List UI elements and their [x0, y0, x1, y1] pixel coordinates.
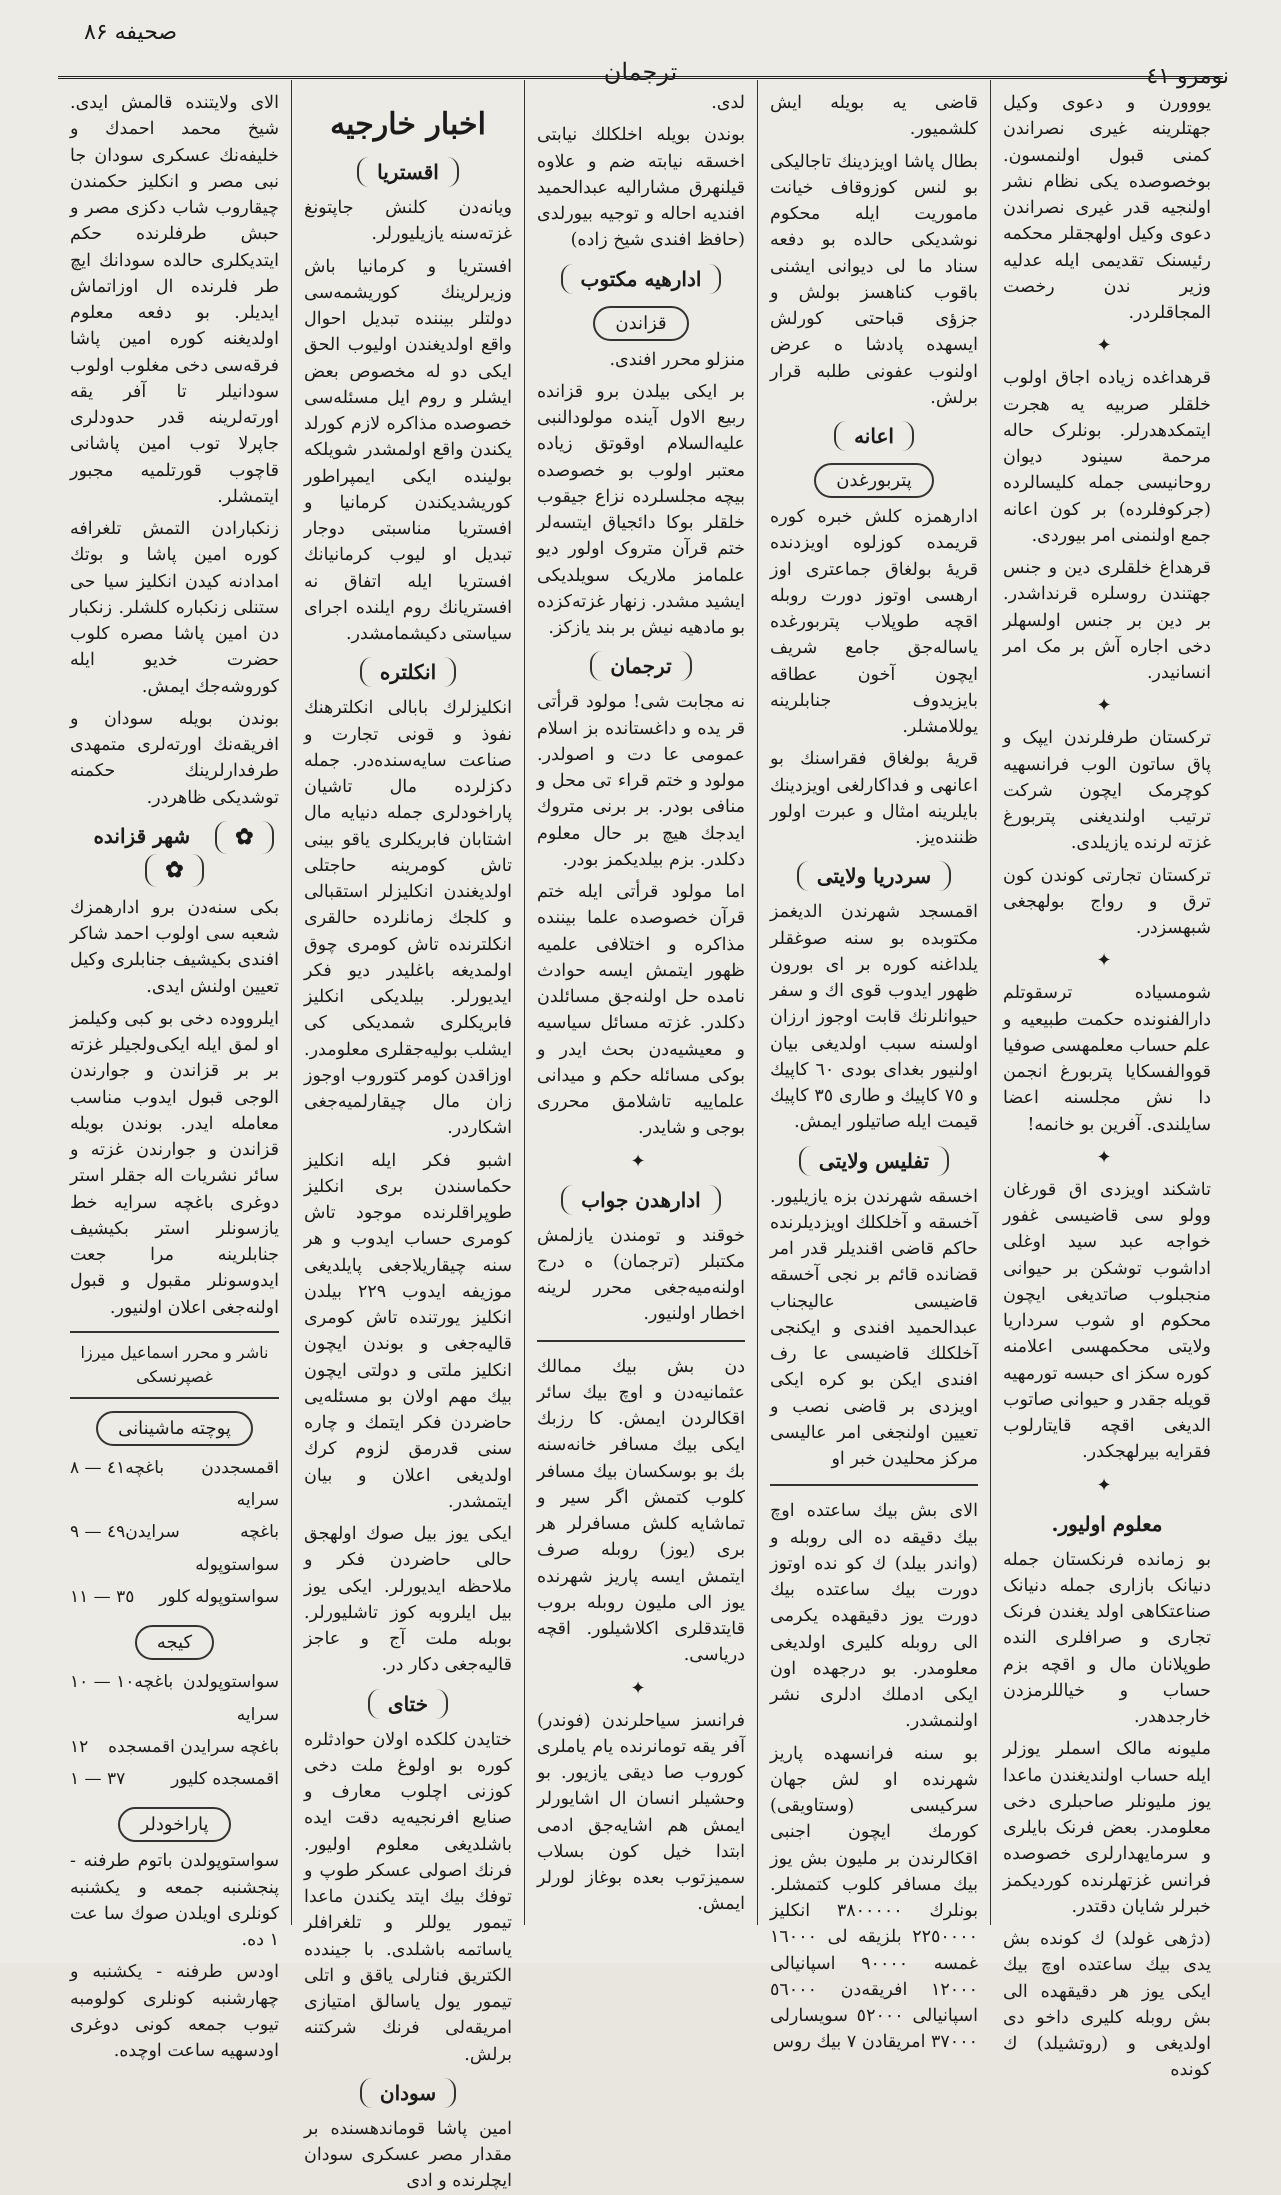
section-head-syrdarya: سردریا ولایتی	[770, 861, 978, 891]
article-paragraph: قرهداغ خلقلری دین و جنس جهتندن روسلره قرنداشدر. بر دین بر جنس اولسهلر دخی اجاره آش بر مک امر انسانیدر.	[1003, 558, 1211, 683]
section-subhead-aid: پتربورغدن	[770, 463, 978, 498]
article-paragraph: سواستوپولدن باتوم طرفنه - پنجشنبه جمعه و یکشنبه کونلری اویلدن صوك سا عت ١ ده.	[70, 1851, 279, 1951]
article-paragraph: الای ولایتنده قالمش ایدی. شیخ محمد احمدك و خلیفه‌نك عسکری سودان جا نبی مصر و انکلیز حکمندن چیقاروب شاب دکزی مصر و حبش طرفلرنده حکم ایتدیکلری حالده سودانك ایچ طر فلرنده ال اوزاتماش ایدیلر. بو دفعه معلوم اولدیغنه کوره امین پاشا فرقه‌سی دخی مغلوب اولوب سودانیلر تا آفر یقه اورته‌لرینه قدر حدودلری جاپرلا توب امین پاشانی قاچوب قورتلمیه مجبور ایتمشلر.	[70, 93, 279, 507]
timetable-time: ١٠ — ١٠	[70, 1672, 135, 1693]
issue-number: نومرو ٤١	[1146, 64, 1229, 89]
article-paragraph: ترکستان طرفلرندن ایپک و پاق ساتون الوب فرانسهیه کوچرمک ایچون شرکت ترتیب اولندیغنی پتربورغ غزته لرنده یازیلدی.	[1003, 728, 1211, 854]
article-paragraph: ملیونه مالک اسملر یوزلر ایله حساب اولندیغندن ماعدا یوز ملیونلر صاحبلری دخی معلومدر. بعض فرنک بایلری و سرمایهدارلری خصوصده فرانس غزتهلرنده کوردیکمز خبرلر شایان دقتدر.	[1003, 1739, 1211, 1917]
section-head-answer: ادارهدن جواب	[537, 1185, 745, 1215]
article-paragraph: بو زمانده فرنکستان جمله دنیانک بازاری جمله دنیانک صناعتکاهی اولد یغندن فرنک تجاری و صرافلری النده طوپلانان مال و اقچه بزم حساب و خیاللرمزدن خارجدهدر.	[1003, 1549, 1211, 1727]
section-head-china: ختای	[304, 1689, 512, 1719]
article-paragraph: بو سنه فرانسهده پاریز شهرنده او لش جهان سرکیسی (وستاویقی) کورمك ایچون اجنبی اقکالرندن بر ملیون بش یوز بیك مسافر کلوب کتمشلر. بونلرك ٣٨٠٠٠٠٠ انکلیز ٢٢٥٠٠٠٠ بلزیقه لی ١٦٠٠٠ غمسه ٩٠٠٠٠ اسپانیالی ١٢٠٠٠ افریقه‌دن ٥٦٠٠٠ اسپانیالی ٥٢٠٠٠ سویسارلی ٣٧٠٠٠ امریقادن ٧ بیك روس	[770, 1743, 978, 2053]
article-paragraph: نه مجابت شی! مولود قرأتی قر یده و داغستانده بز اسلام عمومی عا دت و اصولدر. مولود و ختم قراء تی محل و منافی بودر. بر برنی متروك ایدجك هیچ بر حال معلوم دکلدر. بزم بیلدیکمز بودر.	[537, 692, 745, 870]
section-head-austria: اقستریا	[304, 157, 512, 187]
separator-ornament: ✦	[1096, 1474, 1118, 1496]
article-paragraph: ادارهمزه کلش خبره کوره قریمده کوزلوه اویزدنده قریهٔ بولغاق جماعتری اوز ارهسی اوتوز دورت روبله اقچه طوپلاب پتربورغده یاساله‌جق جامع شریف ایچون آخون عطاقه بایزیدوف جنابلرینه یوللامشلر.	[770, 507, 978, 737]
article-paragraph: ختایدن کلکده اولان حوادثلره کوره بو اولوغ ملت دخی کوزنی اچلوب معارف و صنایع افرنجیه‌یه دقت ایده باشلدیغی معلوم اولیور. فرنك اصولی عسکر طوپ و توفك بیك ایتد یکندن ماعدا تیمور یوللر و تلغرافلر یاساتمه باشلدی. با جیندده الکتریق فنارلی یاقق و اتلی تیمور یول یاسالق امتیازی امریقه‌لی فرنك شرکتنه برلش.	[304, 1729, 512, 2065]
timetable-station: باغچه سرایدن سواستوپوله	[125, 1522, 279, 1575]
article-paragraph: ایکی یوز بیل صوك اولهجق حالی حاضردن فکر و ملاحظه ایدیورلر. ایکی یوز بیل ایلروبه کوز تاشلیورلر. بوبله ملت آج و عاجز قالیه‌جغی دکار در.	[304, 1524, 512, 1676]
article-paragraph: زنکبارادن التمش تلغرافه کوره امین پاشا و بوتك امدادنه کیدن انکلیز سیا حی ستنلی زنکباره کلشلر. زنکبار دن امین پاشا مصره کلوب حضرت خدیو ایله کوروشه‌جك ایمش.	[70, 519, 279, 697]
article-paragraph: ویانه‌دن کلنش جاپتونغ غزته‌سنه یازیلیورلر.	[304, 198, 512, 245]
masthead	[40, 14, 1241, 89]
article-paragraph: بطال پاشا اویزدینك تاجالیکی بو لنس کوزوقاف خیانت ماموریت ایله محکوم نوشدیکی حالده بو دفعه سناد ما لی دیوانی ایشنی باقوب کناهسز بولش و جزؤی قباحتی کورلش ایسهده پادشا ه عرض اولنوب عفونی طلبه قرار برلش.	[770, 151, 978, 408]
columns	[58, 80, 1223, 2192]
steamers-head: پاراخودلر	[70, 1807, 279, 1842]
separator-ornament: ✦	[1096, 695, 1118, 717]
table-row	[70, 1516, 279, 1581]
article-paragraph: تاشکند اویزدی اق قورغان وولو سی قاضیسی غفور خواجه عبد سید اوغلی اداشوب توشکن بر حیوانی منجبلوب صاتدیغی ایچون محکوم او شوب سرداریا ولایتی محکمهسی اعلامنه کوره سکز ای حبسه تورمهیه قویله جقدر و حیوانی صاتوب الدیغی اقچه قایتارلوب فقرایه بیرلهجکدر.	[1003, 1179, 1211, 1463]
column-2	[757, 80, 990, 2053]
timetable-night-head: کیجه	[70, 1625, 279, 1660]
article-paragraph: یووورن و دعوی وکیل جهتلرینه غیری نصراندن کمنی قبول اولنمسون. بوخصوصده یکی نظام نشر اولنجیه قدر غیری نصراندن دعوی وکیل اولهجقلر محکمه رئیسنک تقدیمی ایله عدلیه وزیر ندن رخصت المجاقلردر.	[1003, 93, 1211, 323]
article-paragraph: قاضی یه بویله ایش کلشمیور.	[770, 93, 978, 140]
article-paragraph: اشبو فکر ایله انکلیز حکماسندن بری انکلیز طوپراقلرنده موجود تاش کومری حساب ایدوب و هر سنه چیقاریلاجغی پایلدیغی موزیفه ایدوب ٢٢٩ بیلدن انکلیز یورتنده تاش کومری قالیه‌جغی و بوندن ایچون انکلیز ملتی و دولتی ایچون بیك مهم اولان بو مسئله‌یی حاضردن فکر ایتمك و چاره سنی قدرمق لزوم کرك اولدیغی اعلان و بیان ایتمشدر.	[304, 1150, 512, 1512]
timetable-time: ٣٧ — ١	[70, 1769, 126, 1790]
section-head-foreign-news: اخبار خارجیه	[330, 107, 486, 142]
article-paragraph: بوندن بویله سودان و افریقه‌نك اورته‌لری متمهدی طرفدارلرینك حکمنه توشدیکی ظاهردر.	[70, 708, 279, 808]
column-3	[524, 80, 757, 1925]
section-head-sudan: سودان	[304, 2078, 512, 2108]
table-row	[70, 1763, 279, 1795]
masthead-rule	[58, 76, 1223, 79]
article-paragraph: لدی.	[711, 93, 745, 113]
timetable-station: اقمسجددن باغچه سرایه	[125, 1457, 279, 1511]
separator-ornament: ✦	[630, 1677, 652, 1699]
flower-icon: ✿	[145, 854, 203, 887]
article-paragraph: قریهٔ بولغاق فقراسنك بو اعانهی و فداکارلغی اویزدینك بایلرینه امثال و عبرت اولور ظننده‌یز.	[770, 749, 978, 848]
section-subhead-letter: قزاندن	[537, 306, 745, 341]
article-paragraph: اخسقه شهرندن بزه یازیلیور. آخسقه و آخلکلك اویزدیلرنده حاکم قاضی اقندیلر قدر امر قضانده قائم بر نجی آخسقه قاضیسی عالیجناب عبدالحمید افندی و ایکنجی آخلکلك قاضیسی عا رف افندی ایکن بو کره ایکی اویزدی بر قاضی نصب و تعیین اولنجغی امر عالیسی مرکز محلیدن خبر او	[770, 1186, 978, 1469]
timetable-station: سواستوپوله کلور	[159, 1586, 279, 1607]
article-paragraph: اودس طرفنه - یکشنبه و چهارشنبه کونلری کولومبه تیوب جمعه کونی دوغری اودسهیه ساعت اوچده.	[70, 1962, 279, 2062]
article-paragraph: قرهداغده زیاده اجاق اولوب خلقلر صربیه یه هجرت ایتمکدهدرلر. بونلرک حاله مرحمة سینود دیوان روحانیسی جمله کلیسالرده (جرکوفلرده) بر کون اعانه جمع اولنمنی امر بیوردی.	[1003, 368, 1211, 546]
section-head-england: انکلتره	[304, 657, 512, 687]
article-paragraph: شومسیاده ترسقوتلم دارالفنونده حکمت طبیعیه و علم حساب معلمهسی صوفیا قووالفسکایا پتربورغ انجمن دا نش مجلسنه اعضا سایلندی. آفرین بو خانمه!	[1003, 983, 1211, 1135]
article-paragraph: منزلو محرر افندی.	[609, 349, 745, 370]
newspaper-title: ترجمان	[603, 58, 678, 86]
timetable-time: ٤١ — ٨	[70, 1457, 126, 1478]
table-row	[70, 1731, 279, 1763]
section-head-tiflis: تفلیس ولایتی	[770, 1146, 978, 1176]
article-paragraph: بکی سنه‌دن برو ادارهمزك شعبه سی اولوب احمد شاکر افندی بکیشیف جنابلری وکیل تعیین اولنش ایدی.	[70, 897, 279, 997]
section-head-known: معلوم اولیور.	[1051, 1511, 1163, 1536]
timetable-day	[70, 1411, 279, 1613]
flower-icon: ✿	[215, 821, 273, 854]
article-paragraph: ترکستان تجارتی کوندن کون ترق و رواج بولهجغی شبهسزدر.	[1003, 865, 1211, 938]
table-row	[70, 1666, 279, 1731]
article-paragraph: بر ایکی بیلدن برو قزانده ربیع الاول آینده مولودالنبی علیه‌السلام اوقوتق زیاده معتبر اولوب بو خصوصده بیچه مجلسلرده نزاع جیقوب خلقلر بوکا دائجیاق ایتسه‌لر ختم قرآن متروک اولور دیو علمامز ملاریک سویلدیکی ایشید مشدر. زنهار غزته‌کزده بو مادهیه نیش بر بند یازکز.	[537, 381, 745, 638]
timetable-station: باغچه سرایدن اقمسجده	[108, 1736, 279, 1757]
separator-ornament: ✦	[1096, 335, 1118, 357]
article-paragraph: خوقند و تومندن یازلمش مکتبلر (ترجمان) ه درج اولنه‌میه‌جغی محرر لرینه اخطار اولنیور.	[537, 1225, 745, 1325]
article-paragraph: الای بش بیك ساعتده اوچ بیك دقیقه ده الی روبله و (واندر بیلد) ك كو نده اوتوز دورت بیك ساعتده بیك دورت یوز دقیقهده یکرمی الی روبله کلیری اولدیغی معلومدر. بو درجهده اون ایکی ادملك ادلری نشر اولنمشدر.	[770, 1501, 978, 1732]
article-paragraph: اقمسجد شهرندن الدیغمز مکتوبده بو سنه صوغقلر یلداغنه کوره بر ای بورون ظهور ایدوب قوی اك و سفر حیوانلرنك قابت اوجوز ارزان اولسنه سبب اولدیغی بیان اولنیور بغدای بودی ٦٠ کاپیك و ٧٥ کاپیك و طاری ٣٥ کاپیك قیمت ایله صاتیلور ایمش.	[770, 902, 978, 1133]
timetable-day-head: پوچته ماشینانی	[70, 1411, 279, 1446]
timetable-time: ٣٥ — ١١	[70, 1586, 135, 1607]
article-paragraph: امین پاشا قوماندهسنده بر مقدار مصر عسکری سودان ایچلرنده و ادی	[304, 2118, 512, 2192]
column-4	[291, 80, 524, 2192]
table-row	[70, 1581, 279, 1613]
timetable-night	[70, 1625, 279, 1795]
column-5	[58, 80, 291, 2062]
timetable-station: اقمسجده کلیور	[171, 1769, 279, 1790]
page-label: صحیفه ۸۶	[84, 20, 178, 45]
separator-ornament: ✦	[1096, 1146, 1118, 1168]
timetable-time: ١٢	[70, 1736, 89, 1757]
section-head-reply: ترجمان	[537, 651, 745, 681]
publisher-signature: ناشر و محرر اسماعیل میرزا غصپرنسکی	[70, 1331, 279, 1399]
section-rule	[537, 1340, 745, 1342]
column-1	[990, 80, 1223, 2081]
section-rule	[770, 1484, 978, 1486]
article-paragraph: ایلرووده دخی بو کبی وکیلمز او لمق ایله ایکی‌ولجیلر غزته بر بر قزاندن و جوارندن الوجی قبول ایدوب مناسب معامله ایدر. بوندن بویله قزاندن و جوارندن غزته و سائر نشریات اله جقلر استر دوغری باغچه سرایه خط یازسونلر استر بکیشیف جنابلرینه مرا جعت ایدوسونلر مقبول و قبول اولنه‌جغی اعلان اولنیور.	[70, 1008, 279, 1318]
article-paragraph: اما مولود قرأتی ایله ختم قرآن خصوصده علما بیننده مذاکره و اختلافی علمیه ظهور ایتمش ایسه حوادث نامده حل اولنه‌جق مسائلدن دکلدر. غزته مسائل سیاسیه و معیشیه‌دن بحث ایدر و بوکی مسائله حکم و میدانی علماییه تاشلامق محرری بوجی و شایدر.	[537, 882, 745, 1139]
article-paragraph: افستریا و کرمانیا باش وزیرلرینك کوریشمه‌سی دولتلر بیننده تبدیل احوال واقع اولدیغندن اولیوب الحق ایکی دو له مخصوص بعض ایشلر و روم ایل مسئله‌سی خصوصده مذاکره لازم کورلد یکندن واقع اولمشدر شویلکه بولینده ایکی ایمپراطور کوریشدیکندن کرمانیا و افستریا مناسبتی دوجار تبدیل او لیوب کرمانیانك افستریا ایله اتفاق نه افستریانك روم ایلنده اجرای سیاستی دکیشمامشدر.	[304, 256, 512, 644]
article-paragraph: فرانسز سیاحلرندن (فوندر) آفر یقه تومانرنده یام یاملری کوروب صا دیقی یازیور. بو وحشیلر انسان ال اشایورلر ایمش هم اشایه‌جق ادمی ابتدا خیل کون بسلاب سمیزتوب بعده بوغاز لورلر ایمش.	[537, 1710, 745, 1915]
article-paragraph: دن بش بیك ممالك عثمانیه‌دن و اوچ بیك سائر اقکالردن ایمش. کا رزبك ایکی بیك مسافر خانه‌سنه بك بو بوسکسان بیك مسافر کلوب کتمش اگر سیر و تماشایه کلش مسافرلر هر بری (یوز) روبله صرف ایتمش ایسه پاریز شهرنده یوز الی ملیون روبله بروب قایتدقلری اکلاشیلور. اقچه دریاسی.	[537, 1356, 745, 1666]
article-paragraph: بوندن بویله اخلکلك نیابتی اخسقه نیابته ضم و علاوه قیلنهرق مشارالیه عبدالحمید افندیه احاله و توجیه بیورلدی (حافظ افندی شیخ زاده)	[537, 125, 745, 251]
section-head-aid: اعانه	[770, 421, 978, 451]
section-head-city	[70, 821, 279, 887]
table-row	[70, 1452, 279, 1517]
section-head-letter: ادارهیه مکتوب	[537, 264, 745, 294]
article-paragraph: (دژهی غولد) ك کونده بش یدی بیك ساعتده اوچ بیك ایکی یوز هر دقیقهده الی بش روبله کلیری داخو دی اولدیغی و (روتشیلد) ك کونده	[1003, 1929, 1211, 2081]
separator-ornament: ✦	[630, 1150, 652, 1172]
section-head-city-label: شهر قزانده	[93, 823, 191, 848]
separator-ornament: ✦	[1096, 950, 1118, 972]
article-paragraph: انکلیزلرك بابالی انکلترهنك نفوذ و قونی تجارت و صناعت سایه‌سنده‌در. جمله دکزلرده مال تاشیان پاراخودلری جمله دنیایه مال اشتابان فابریکلری یاقو بینی تاش کومرینه حاجتلی اولدیغندن انکلیزلر استقبالی و کلجك زمانلرده حالقری انکلترنده تاش کومری چوق اولمدیغه باغلیدر دیو فکر ایدیورلر. بیلدیکی انکلیز فابریکلری شمدیکی کی ایشلب بولیه‌جقلری معلومدر. اوزاقدن کومر کتوروب اوجوز زان مال چیقارلمیه‌جغی اشکاردر.	[304, 698, 512, 1139]
timetable-station: سواستوپولدن باغچه سرایه	[134, 1672, 279, 1725]
timetable-time: ٤٩ — ٩	[70, 1522, 126, 1543]
